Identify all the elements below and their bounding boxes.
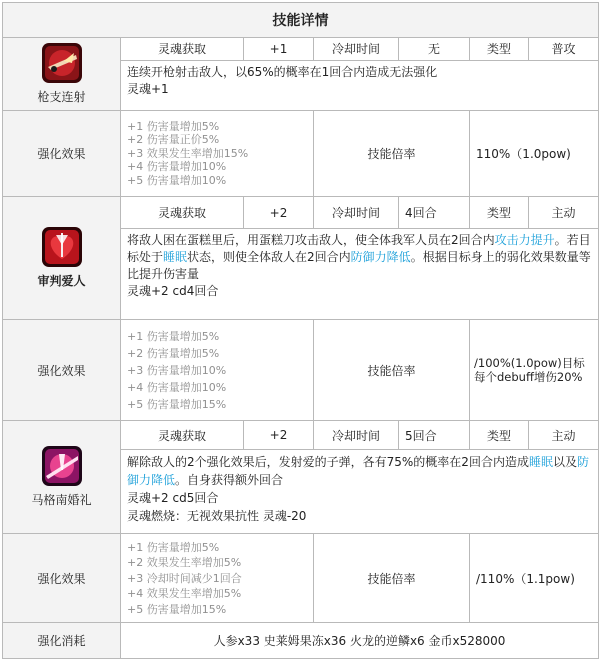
keyword-highlight: 防御力降低 <box>127 455 589 488</box>
keyword-highlight: 睡眠 <box>528 455 553 470</box>
description-line: 灵魂+1 <box>127 81 169 96</box>
skill-3-description <box>121 450 599 534</box>
skill-ratio-label: 技能倍率 <box>314 320 470 421</box>
upgrade-item: +3 效果发生率增加15% <box>127 146 249 160</box>
skill-2-icon-cell <box>3 196 121 320</box>
description-text: 状态，则使全体敌人在2回合内 <box>187 250 351 265</box>
upgrade-item: +1 伤害量增加5% <box>127 119 220 133</box>
upgrade-item: +1 伤害量增加5% <box>127 540 220 554</box>
upgrade-item: +2 效果发生率增加5% <box>127 556 242 570</box>
upgrade-item: +1 伤害量增加5% <box>127 329 220 343</box>
soul-gain-value: +2 <box>244 196 314 228</box>
skill-3-icon-cell <box>3 421 121 534</box>
description-line: 灵魂+2 cd5回合 <box>127 491 219 506</box>
cooldown-value: 5回合 <box>399 421 470 450</box>
skill-ratio-label: 技能倍率 <box>314 534 470 623</box>
soul-gain-label: 灵魂获取 <box>121 37 244 60</box>
skill-ratio-value: 110%（1.0pow) <box>470 110 599 196</box>
description-line: 灵魂+2 cd4回合 <box>127 284 219 299</box>
skill-name: 审判爱人 <box>37 274 86 289</box>
cooldown-label: 冷却时间 <box>314 37 399 60</box>
type-label: 类型 <box>470 196 529 228</box>
description-line: 连续开枪射击敌人，以65%的概率在1回合内造成无法强化 <box>127 64 438 79</box>
page-title: 技能详情 <box>3 3 599 38</box>
upgrade-item: +3 冷却时间减少1回合 <box>127 571 242 585</box>
upgrade-item: +4 伤害量增加10% <box>127 160 227 174</box>
soul-gain-label: 灵魂获取 <box>121 196 244 228</box>
soul-gain-value: +1 <box>244 37 314 60</box>
description-text: 将敌人困在蛋糕里后，用蛋糕刀攻击敌人，使全体我军人员在2回合内 <box>127 233 495 248</box>
magnum-wedding-icon <box>42 446 82 486</box>
skill-ratio-value: /110%（1.1pow) <box>470 534 599 623</box>
type-value: 普攻 <box>529 37 599 60</box>
upgrade-item: +3 伤害量增加10% <box>127 363 227 377</box>
enhance-effect-label: 强化效果 <box>3 110 121 196</box>
judgement-lover-icon <box>42 227 82 267</box>
upgrade-item: +5 伤害量增加15% <box>127 397 227 411</box>
skill-1-icon-cell <box>3 37 121 110</box>
enhance-effect-label: 强化效果 <box>3 534 121 623</box>
upgrade-item: +4 效果发生率增加5% <box>127 587 242 601</box>
skill-name: 马格南婚礼 <box>31 493 92 508</box>
skill-2-description <box>121 229 599 320</box>
skill-name: 枪支连射 <box>37 89 86 104</box>
skill-details-table <box>2 2 599 659</box>
description-text: 解除敌人的2个强化效果后，发射爱的子弹，各有75%的概率在2回合内造成 <box>127 455 529 470</box>
rapid-gunfire-icon <box>42 43 82 83</box>
upgrade-list <box>121 534 314 623</box>
cooldown-value: 无 <box>399 37 470 60</box>
cooldown-label: 冷却时间 <box>314 421 399 450</box>
upgrade-item: +5 伤害量增加15% <box>127 602 227 616</box>
enhance-cost-label: 强化消耗 <box>3 623 121 659</box>
cooldown-label: 冷却时间 <box>314 196 399 228</box>
type-value: 主动 <box>529 196 599 228</box>
description-line: 灵魂燃烧：无视效果抗性 灵魂-20 <box>127 509 307 524</box>
keyword-highlight: 睡眠 <box>163 250 188 265</box>
cooldown-value: 4回合 <box>399 196 470 228</box>
description-text: 。自身获得额外回合 <box>175 473 284 488</box>
upgrade-item: +2 伤害量增加5% <box>127 346 220 360</box>
soul-gain-label: 灵魂获取 <box>121 421 244 450</box>
type-label: 类型 <box>470 421 529 450</box>
skill-ratio-label: 技能倍率 <box>314 110 470 196</box>
description-text: 以及 <box>552 455 577 470</box>
enhance-effect-label: 强化效果 <box>3 320 121 421</box>
description-text: 。根据目标身上的弱化效果数量等比提升伤害量 <box>127 250 591 282</box>
skill-1-description <box>121 60 599 110</box>
keyword-highlight: 攻击力提升 <box>494 233 555 248</box>
upgrade-item: +4 伤害量增加10% <box>127 380 227 394</box>
upgrade-item: +2 伤害量正价5% <box>127 133 220 147</box>
upgrade-item: +5 伤害量增加10% <box>127 173 227 187</box>
soul-gain-value: +2 <box>244 421 314 450</box>
upgrade-list <box>121 320 314 421</box>
upgrade-list <box>121 110 314 196</box>
type-value: 主动 <box>529 421 599 450</box>
description-text: 。若目标处于 <box>127 233 591 265</box>
type-label: 类型 <box>470 37 529 60</box>
enhance-cost-value: 人参x33 史莱姆果冻x36 火龙的逆鳞x6 金币x528000 <box>121 623 599 659</box>
keyword-highlight: 防御力降低 <box>350 250 411 265</box>
skill-ratio-value: /100%(1.0pow)目标每个debuff增伤20% <box>470 320 599 421</box>
